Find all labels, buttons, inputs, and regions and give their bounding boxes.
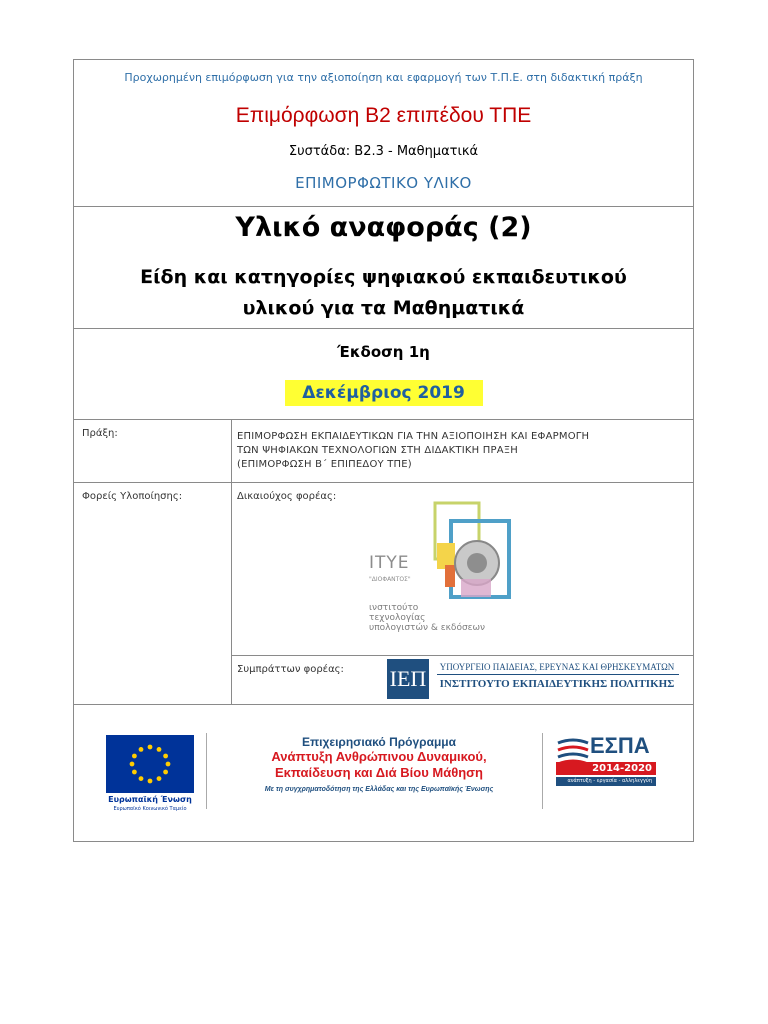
operational-programme bbox=[214, 735, 544, 793]
praxi-label: Πράξη: bbox=[82, 428, 118, 439]
document-title: Υλικό αναφοράς (2) bbox=[235, 212, 532, 243]
itye-description bbox=[369, 603, 485, 633]
eu-logo bbox=[106, 735, 194, 813]
eu-fund: Ευρωπαϊκό Κοινωνικό Ταμείο bbox=[113, 806, 187, 812]
divider bbox=[542, 733, 543, 809]
itye-line-1: ινστιτούτο bbox=[369, 603, 419, 613]
espa-name: ΕΣΠΑ bbox=[590, 733, 650, 758]
document-cover-frame bbox=[73, 59, 694, 842]
cluster-label: Συστάδα: Β2.3 - Μαθηματικά bbox=[288, 144, 479, 159]
subtitle-line-1: Είδη και κατηγορίες ψηφιακού εκπαιδευτικού bbox=[140, 266, 627, 288]
edition-section bbox=[74, 329, 693, 420]
op-cofund: Με τη συγχρηματοδότηση της Ελλάδας και της Ευρωπαϊκής Ένωσης bbox=[264, 786, 494, 793]
praxi-text-line-1: ΕΠΙΜΟΡΦΩΣΗ ΕΚΠΑΙΔΕΥΤΙΚΩΝ ΓΙΑ ΤΗΝ ΑΞΙΟΠΟΙΗΣΗ ΚΑΙ ΕΦΑΡΜΟΓΗ bbox=[237, 431, 590, 442]
beneficiary-label: Δικαιούχος φορέας: bbox=[237, 491, 337, 502]
iep-logo bbox=[387, 659, 679, 699]
praxi-text-line-2: ΤΩΝ ΨΗΦΙΑΚΩΝ ΤΕΧΝΟΛΟΓΙΩΝ ΣΤΗ ΔΙΔΑΚΤΙΚΗ ΠΡΑΞΗ bbox=[237, 445, 518, 456]
iep-ministry: ΥΠΟΥΡΓΕΙΟ ΠΑΙΔΕΙΑΣ, ΕΡΕΥΝΑΣ ΚΑΙ ΘΡΗΣΚΕΥΜΑΤΩΝ bbox=[439, 662, 675, 672]
praxi-text-line-3: (ΕΠΙΜΟΡΦΩΣΗ Β΄ ΕΠΙΠΕΔΟΥ ΤΠΕ) bbox=[237, 459, 412, 470]
espa-logo bbox=[548, 735, 658, 795]
divider bbox=[206, 733, 207, 809]
itye-line-2: τεχνολογίας bbox=[369, 613, 426, 623]
op-line-3: Εκπαίδευση και Διά Βίου Μάθηση bbox=[274, 765, 484, 780]
title-section bbox=[74, 207, 693, 329]
eu-flag-icon bbox=[106, 735, 194, 793]
column-divider bbox=[231, 483, 232, 705]
column-divider bbox=[231, 420, 232, 483]
edition-label: Έκδοση 1η bbox=[337, 343, 430, 361]
edition-date: Δεκέμβριος 2019 bbox=[285, 380, 483, 406]
bodies-row bbox=[74, 483, 693, 705]
praxi-text bbox=[237, 430, 685, 472]
iep-mark: ΙΕΠ bbox=[387, 659, 429, 699]
itye-logo bbox=[367, 499, 527, 639]
op-line-2: Ανάπτυξη Ανθρώπινου Δυναμικού, bbox=[271, 749, 487, 764]
bodies-label: Φορείς Υλοποίησης: bbox=[82, 491, 183, 502]
document-subtitle bbox=[74, 262, 693, 324]
main-title: Επιμόρφωση Β2 επιπέδου ΤΠΕ bbox=[235, 104, 532, 127]
itye-acronym: ΙΤΥΕ bbox=[369, 553, 410, 573]
program-line: Προχωρημένη επιμόρφωση για την αξιοποίηση και εφαρμογή των Τ.Π.Ε. στη διδακτική πράξη bbox=[124, 71, 643, 84]
espa-slogan: ανάπτυξη - εργασία - αλληλεγγύη bbox=[556, 777, 656, 786]
header-section bbox=[74, 60, 693, 207]
espa-years: 2014-2020 bbox=[556, 762, 656, 775]
funding-banner bbox=[74, 705, 693, 841]
iep-institute: ΙΝΣΤΙΤΟΥΤΟ ΕΚΠΑΙΔΕΥΤΙΚΗΣ ΠΟΛΙΤΙΚΗΣ bbox=[439, 678, 675, 690]
itye-line-3: υπολογιστών & εκδόσεων bbox=[369, 623, 486, 633]
eu-label: Ευρωπαϊκή Ένωση bbox=[108, 795, 192, 804]
partner-label: Συμπράττων φορέας: bbox=[237, 664, 344, 675]
subtitle-line-2: υλικού για τα Μαθηματικά bbox=[242, 297, 525, 319]
row-divider bbox=[231, 655, 693, 656]
praxi-row bbox=[74, 420, 693, 483]
itye-name: "ΔΙΟΦΑΝΤΟΣ" bbox=[369, 576, 411, 583]
material-label: ΕΠΙΜΟΡΦΩΤΙΚΟ ΥΛΙΚΟ bbox=[295, 174, 472, 192]
op-line-1: Επιχειρησιακό Πρόγραμμα bbox=[301, 735, 457, 749]
iep-rule bbox=[437, 674, 679, 675]
